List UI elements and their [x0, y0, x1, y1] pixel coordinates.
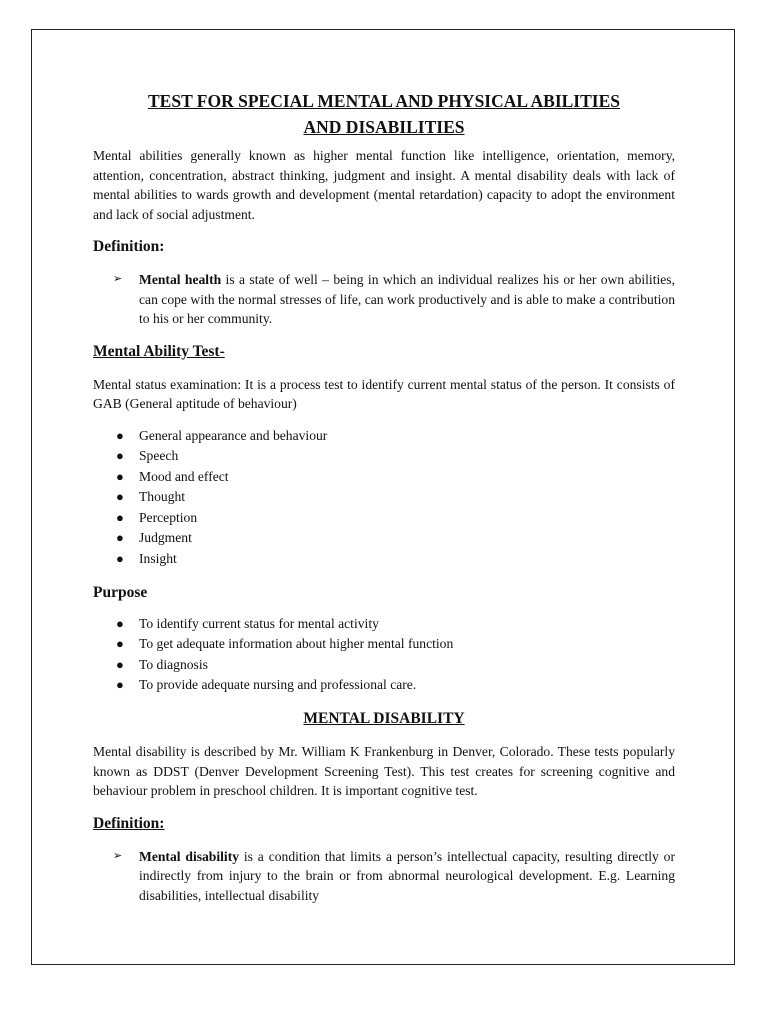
list-item: ● Thought — [139, 487, 675, 508]
definition-term: Mental disability — [139, 848, 240, 864]
title-line-1: TEST FOR SPECIAL MENTAL AND PHYSICAL ABILITIES — [148, 91, 620, 111]
bullet-dot-icon: ● — [116, 468, 124, 484]
list-item: ● Insight — [139, 549, 675, 570]
mental-disability-heading: MENTAL DISABILITY — [303, 710, 465, 728]
bullet-dot-icon: ● — [116, 551, 124, 567]
definition-heading-2: Definition: — [93, 814, 165, 832]
definition-item-mental-disability — [113, 847, 676, 906]
mental-disability-paragraph: Mental disability is described by Mr. William K Frankenburg in Denver, Colorado. These tests popularly known as DDST (Denver Development Screening Test). This test creates for screening cognitive and behaviour problem in preschool children. It is important cognitive test. — [93, 744, 675, 799]
mental-ability-paragraph: Mental status examination: It is a process test to identify current mental status of the person. It consists of GAB (General aptitude of behaviour) — [93, 376, 675, 411]
bullet-dot-icon: ● — [116, 489, 124, 505]
bullet-dot-icon: ● — [116, 656, 124, 672]
bullet-dot-icon: ● — [116, 530, 124, 546]
definition-item-mental-health — [113, 270, 675, 329]
list-item: ● Perception — [139, 508, 675, 529]
mental-ability-list — [93, 426, 675, 570]
definition-text: is a state of well – being in which an individual realizes his or her own abilities, can cope with the normal stresses of life, can work productively and is able to make a contribution to his or her community. — [139, 272, 675, 326]
definition-list-2 — [93, 847, 675, 906]
list-item: ● To get adequate information about higher mental function — [139, 634, 675, 655]
intro-paragraph: Mental abilities generally known as higher mental function like intelligence, orientation, memory, attention, concentration, abstract thinking, judgment and insight. A mental disability deals with lack of mental abilities to wards growth and development (mental retardation) capacity to adopt the environment and lack of social adjustment. — [93, 148, 675, 222]
purpose-heading: Purpose — [93, 583, 148, 601]
definition-list-1 — [93, 270, 675, 329]
bullet-dot-icon: ● — [116, 448, 124, 464]
list-item: ● To diagnosis — [139, 655, 675, 676]
list-item: ● Speech — [139, 446, 675, 467]
list-item: ● General appearance and behaviour — [139, 426, 675, 447]
bullet-dot-icon: ● — [116, 615, 124, 631]
list-item: ● To provide adequate nursing and professional care. — [139, 675, 675, 696]
bullet-dot-icon: ● — [116, 677, 124, 693]
bullet-dot-icon: ● — [116, 636, 124, 652]
definition-term: Mental health — [139, 272, 222, 287]
arrow-bullet-icon: ➢ — [113, 849, 123, 862]
arrow-bullet-icon: ➢ — [113, 273, 123, 285]
document-title — [93, 88, 675, 140]
purpose-list — [93, 614, 675, 696]
bullet-dot-icon: ● — [116, 427, 124, 443]
list-item: ● Mood and effect — [139, 467, 675, 488]
bullet-dot-icon: ● — [116, 509, 124, 525]
list-item: ● To identify current status for mental activity — [139, 614, 675, 635]
definition-heading-1: Definition: — [93, 238, 165, 255]
list-item: ● Judgment — [139, 528, 675, 549]
title-line-2: AND DISABILITIES — [303, 117, 465, 137]
definition-text: is a condition that limits a person’s intellectual capacity, resulting directly or indirectly from injury to the brain or from abnormal neurological development. E.g. Learning disabilities, intellectual disability — [139, 848, 676, 903]
mental-ability-heading: Mental Ability Test- — [93, 342, 225, 360]
document-content — [93, 88, 675, 905]
